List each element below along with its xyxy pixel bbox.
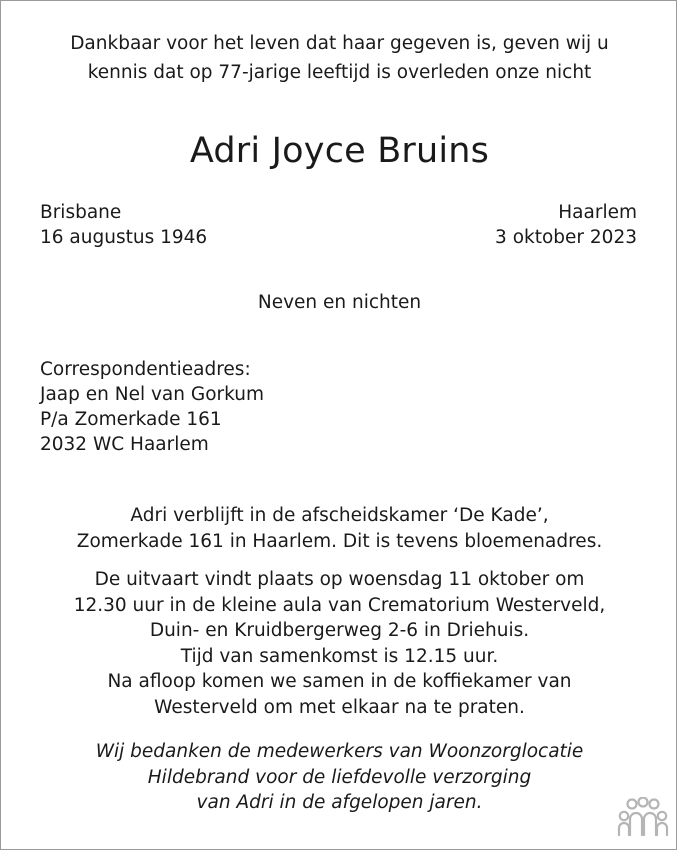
- farewell-room-info: [1, 503, 677, 554]
- death-date: 3 oktober 2023: [495, 227, 637, 248]
- thanks-line: Wij bedanken de medewerkers van Woonzorglocatie: [95, 741, 584, 762]
- birth-date: 16 augustus 1946: [40, 227, 208, 248]
- relatives-signature: Neven en nichten: [257, 292, 422, 313]
- intro-text: [1, 29, 677, 87]
- birth-info: [40, 200, 207, 250]
- correspondence-name: Jaap en Nel van Gorkum: [40, 384, 265, 405]
- intro-line: kennis dat op 77-jarige leeftijd is overleden onze nicht: [87, 62, 592, 83]
- deceased-name: Adri Joyce Bruins: [189, 131, 490, 171]
- funeral-line: Tijd van samenkomst is 12.15 uur.: [180, 645, 499, 667]
- farewell-line: Zomerkade 161 in Haarlem. Dit is tevens bloemenadres.: [76, 530, 603, 552]
- funeral-line: Westerveld om met elkaar na te praten.: [154, 696, 525, 718]
- farewell-line: Adri verblijft in de afscheidskamer ‘De Kade’,: [130, 505, 549, 526]
- death-info: [495, 200, 637, 250]
- birth-place: Brisbane: [40, 202, 122, 223]
- correspondence-address: [40, 357, 264, 457]
- correspondence-street: P/a Zomerkade 161: [40, 409, 222, 430]
- people-group-icon: [616, 797, 670, 837]
- correspondence-label: Correspondentieadres:: [40, 359, 251, 380]
- intro-line: Dankbaar voor het leven dat haar gegeven is, geven wij u: [70, 33, 609, 54]
- thanks-text: [1, 739, 677, 816]
- thanks-line: van Adri in de afgelopen jaren.: [196, 792, 483, 813]
- funeral-info: [1, 567, 677, 720]
- thanks-line: Hildebrand voor de liefdevolle verzorging: [147, 766, 532, 788]
- funeral-line: Na afloop komen we samen in de koffiekamer van: [107, 671, 572, 692]
- correspondence-city: 2032 WC Haarlem: [40, 434, 209, 455]
- funeral-line: De uitvaart vindt plaats op woensdag 11 oktober om: [94, 569, 585, 590]
- funeral-line: 12.30 uur in de kleine aula van Crematorium Westerveld,: [73, 594, 606, 616]
- funeral-line: Duin- en Kruidbergerweg 2-6 in Driehuis.: [149, 620, 530, 641]
- death-place: Haarlem: [558, 202, 637, 223]
